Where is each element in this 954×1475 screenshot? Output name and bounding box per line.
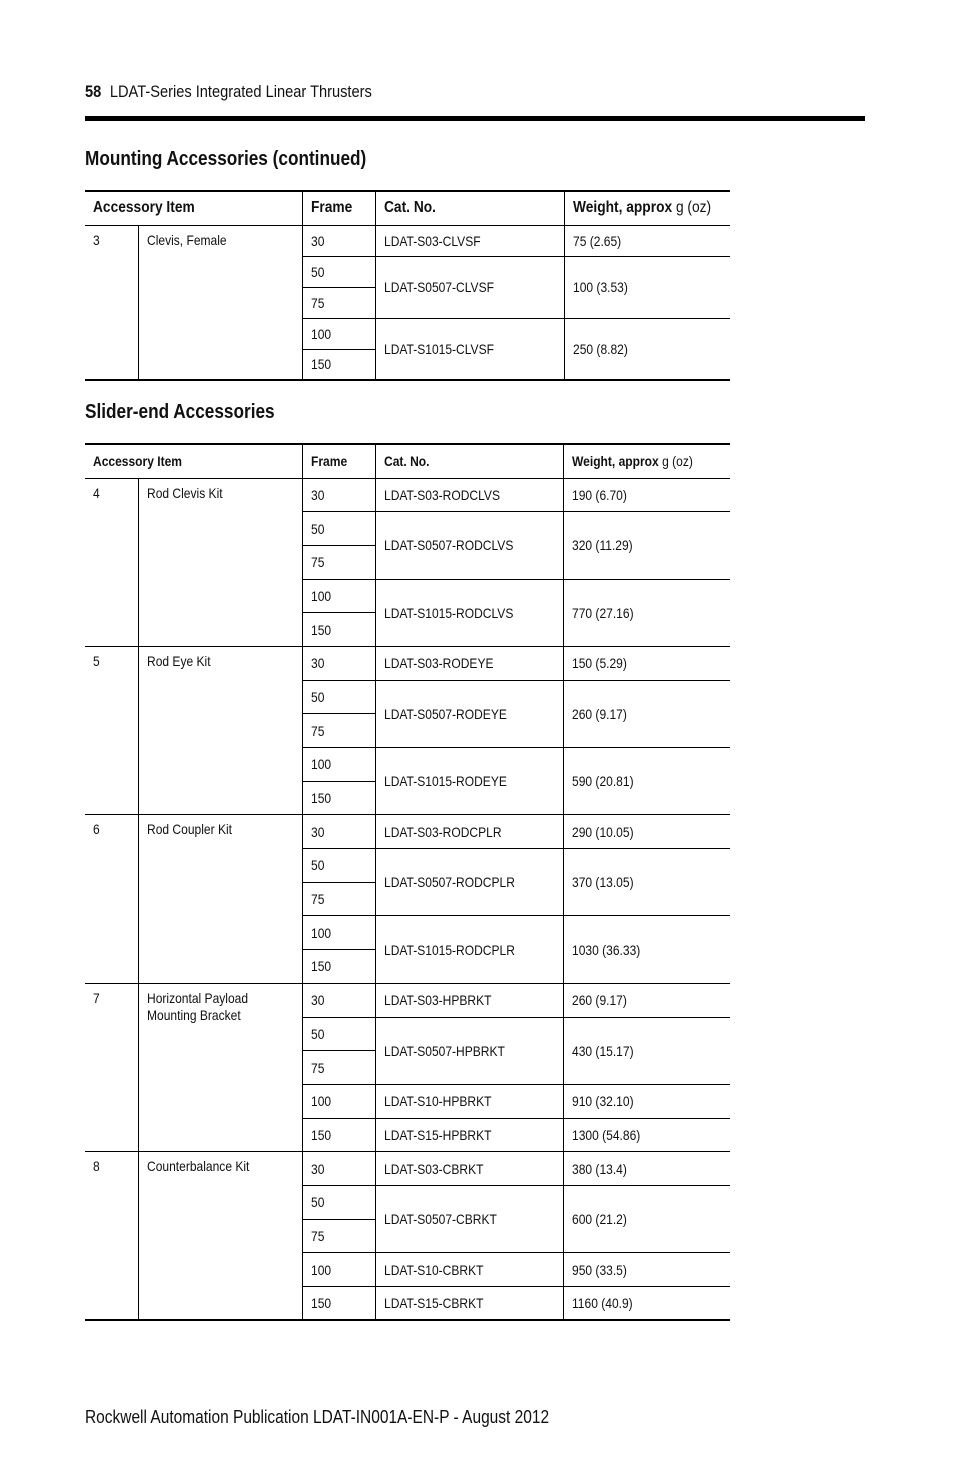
- page-header: [85, 82, 372, 102]
- weight-cell: 370 (13.05): [563, 849, 730, 916]
- cat-no-cell: LDAT-S10-HPBRKT: [375, 1084, 563, 1118]
- frame-cell: 100: [302, 1084, 375, 1118]
- frame-cell: 30: [302, 478, 375, 512]
- weight-cell: 910 (32.10): [563, 1084, 730, 1118]
- frame-cell: 75: [302, 1219, 375, 1253]
- weight-cell: 260 (9.17): [563, 680, 730, 747]
- weight-cell: 430 (15.17): [563, 1017, 730, 1084]
- cat-no-cell: LDAT-S03-RODCPLR: [375, 815, 563, 849]
- col-accessory-item: Accessory Item: [85, 444, 302, 478]
- frame-cell: 100: [302, 748, 375, 782]
- cat-no-cell: LDAT-S1015-RODCLVS: [375, 579, 563, 646]
- weight-cell: 1030 (36.33): [563, 916, 730, 983]
- frame-cell: 100: [302, 916, 375, 950]
- weight-cell: 950 (33.5): [563, 1253, 730, 1287]
- weight-cell: 100 (3.53): [564, 256, 730, 318]
- weight-cell: 1160 (40.9): [563, 1287, 730, 1321]
- frame-cell: 30: [302, 646, 375, 680]
- cat-no-cell: LDAT-S10-CBRKT: [375, 1253, 563, 1287]
- frame-cell: 30: [302, 815, 375, 849]
- frame-cell: 100: [302, 318, 375, 349]
- weight-cell: 1300 (54.86): [563, 1118, 730, 1152]
- table-header-row: [85, 444, 730, 478]
- frame-cell: 150: [302, 613, 375, 647]
- frame-cell: 50: [302, 512, 375, 546]
- weight-cell: 190 (6.70): [563, 478, 730, 512]
- frame-cell: 75: [302, 1051, 375, 1085]
- table-row: [85, 815, 730, 849]
- cat-no-cell: LDAT-S03-RODCLVS: [375, 478, 563, 512]
- item-number: 6: [85, 815, 138, 983]
- frame-cell: 50: [302, 1185, 375, 1219]
- item-name: Clevis, Female: [138, 225, 302, 380]
- cat-no-cell: LDAT-S0507-RODCLVS: [375, 512, 563, 579]
- col-frame: Frame: [302, 444, 375, 478]
- weight-cell: 320 (11.29): [563, 512, 730, 579]
- weight-cell: 770 (27.16): [563, 579, 730, 646]
- frame-cell: 150: [302, 1118, 375, 1152]
- item-number: 7: [85, 983, 138, 1151]
- cat-no-cell: LDAT-S0507-RODEYE: [375, 680, 563, 747]
- table-row: [85, 478, 730, 512]
- cat-no-cell: LDAT-S0507-RODCPLR: [375, 849, 563, 916]
- table-row: [85, 646, 730, 680]
- cat-no-cell: LDAT-S0507-CBRKT: [375, 1185, 563, 1252]
- header-rule: [85, 116, 865, 121]
- weight-cell: 590 (20.81): [563, 748, 730, 815]
- item-name: Horizontal Payload Mounting Bracket: [138, 983, 302, 1151]
- frame-cell: 75: [302, 714, 375, 748]
- col-weight: Weight, approx g (oz): [564, 191, 730, 225]
- col-cat-no: Cat. No.: [375, 191, 564, 225]
- table-header-row: [85, 191, 730, 225]
- cat-no-cell: LDAT-S15-HPBRKT: [375, 1118, 563, 1152]
- frame-cell: 50: [302, 849, 375, 883]
- item-number: 8: [85, 1152, 138, 1320]
- slider-end-accessories-table: [85, 443, 730, 1321]
- frame-cell: 100: [302, 1253, 375, 1287]
- cat-no-cell: LDAT-S0507-CLVSF: [375, 256, 564, 318]
- running-title: LDAT-Series Integrated Linear Thrusters: [109, 82, 372, 101]
- weight-cell: 600 (21.2): [563, 1185, 730, 1252]
- table-row: [85, 983, 730, 1017]
- frame-cell: 150: [302, 1287, 375, 1321]
- cat-no-cell: LDAT-S03-CLVSF: [375, 225, 564, 256]
- col-cat-no: Cat. No.: [375, 444, 563, 478]
- col-accessory-item: Accessory Item: [85, 191, 302, 225]
- item-name: Counterbalance Kit: [138, 1152, 302, 1320]
- weight-cell: 380 (13.4): [563, 1152, 730, 1186]
- item-name: Rod Eye Kit: [138, 646, 302, 814]
- weight-cell: 75 (2.65): [564, 225, 730, 256]
- item-number: 3: [93, 231, 100, 248]
- cat-no-cell: LDAT-S03-RODEYE: [375, 646, 563, 680]
- frame-cell: 30: [302, 1152, 375, 1186]
- weight-cell: 250 (8.82): [564, 318, 730, 380]
- mounting-accessories-title: Mounting Accessories (continued): [85, 148, 367, 170]
- item-number: 5: [85, 646, 138, 814]
- frame-cell: 50: [302, 1017, 375, 1051]
- mounting-accessories-table: [85, 190, 730, 381]
- col-frame: Frame: [302, 191, 375, 225]
- weight-cell: 260 (9.17): [563, 983, 730, 1017]
- col-weight: Weight, approx g (oz): [563, 444, 730, 478]
- cat-no-cell: LDAT-S1015-CLVSF: [375, 318, 564, 380]
- item-name: Rod Clevis Kit: [138, 478, 302, 646]
- frame-cell: 50: [302, 680, 375, 714]
- publication-footer: Rockwell Automation Publication LDAT-IN001A-EN-P - August 2012: [85, 1407, 550, 1427]
- cat-no-cell: LDAT-S03-HPBRKT: [375, 983, 563, 1017]
- cat-no-cell: LDAT-S1015-RODCPLR: [375, 916, 563, 983]
- cat-no-cell: LDAT-S1015-RODEYE: [375, 748, 563, 815]
- frame-cell: 50: [302, 256, 375, 287]
- frame-cell: 75: [302, 287, 375, 318]
- weight-cell: 290 (10.05): [563, 815, 730, 849]
- item-number: 4: [93, 484, 100, 501]
- frame-cell: 150: [302, 781, 375, 815]
- frame-cell: 30: [302, 983, 375, 1017]
- cat-no-cell: LDAT-S15-CBRKT: [375, 1287, 563, 1321]
- frame-cell: 100: [302, 579, 375, 613]
- weight-cell: 150 (5.29): [563, 646, 730, 680]
- table-row: [85, 225, 730, 256]
- frame-cell: 150: [302, 349, 375, 380]
- item-name: Rod Coupler Kit: [138, 815, 302, 983]
- frame-cell: 75: [302, 882, 375, 916]
- frame-cell: 75: [302, 545, 375, 579]
- slider-end-accessories-title: Slider-end Accessories: [85, 401, 275, 423]
- cat-no-cell: LDAT-S03-CBRKT: [375, 1152, 563, 1186]
- page-number: 58: [85, 82, 102, 101]
- frame-cell: 30: [302, 225, 375, 256]
- cat-no-cell: LDAT-S0507-HPBRKT: [375, 1017, 563, 1084]
- table-row: [85, 1152, 730, 1186]
- frame-cell: 150: [302, 950, 375, 984]
